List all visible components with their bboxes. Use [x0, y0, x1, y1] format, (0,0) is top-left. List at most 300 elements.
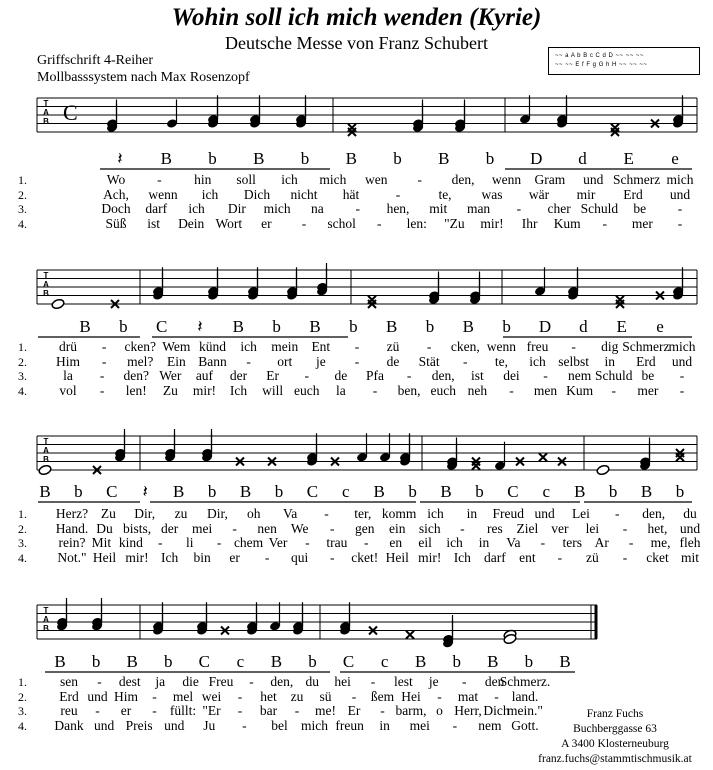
- lyric-syllable: -: [463, 353, 468, 369]
- bass-note: E: [616, 317, 627, 336]
- lyric-syllable: Herr,: [454, 703, 482, 718]
- lyric-syllable: la: [336, 382, 346, 398]
- lyric-syllable: ich: [188, 201, 205, 216]
- bass-note: C: [306, 482, 319, 501]
- lyric-syllable: und: [534, 506, 555, 521]
- lyric-syllable: Wort: [215, 215, 243, 231]
- lyric-syllable: nen: [257, 520, 277, 536]
- lyric-syllable: -: [237, 688, 243, 704]
- bass-note: b: [308, 652, 317, 671]
- lyric-syllable: -: [494, 688, 499, 704]
- lyric-syllable: Stät: [418, 353, 440, 369]
- lyric-syllable: -: [157, 172, 162, 187]
- tab-clef-letter: B: [43, 624, 49, 633]
- bass-note: c: [342, 482, 350, 501]
- lyric-syllable: je: [315, 353, 326, 369]
- bass-note: d: [578, 149, 587, 168]
- bass-note: b: [675, 482, 685, 501]
- lyric-syllable: -: [95, 703, 100, 718]
- lyric-syllable: neh: [467, 382, 488, 398]
- bass-note: d: [579, 317, 588, 336]
- lyric-syllable: wen: [365, 172, 388, 187]
- lyric-syllable: -: [622, 549, 628, 565]
- lyric-syllable: kind: [118, 535, 143, 550]
- author-street: Buchberggasse 63: [573, 723, 657, 735]
- lyric-syllable: Ar: [594, 535, 609, 550]
- lyric-syllable: ter,: [354, 506, 372, 521]
- lyric-syllable: bin: [193, 549, 211, 565]
- lyric-syllable: len:: [406, 215, 427, 231]
- bass-note: b: [274, 482, 284, 501]
- lyric-syllable: li: [185, 535, 194, 550]
- lyric-syllable: Doch: [101, 201, 131, 216]
- bass-note: B: [385, 317, 398, 336]
- lyric-syllable: mir!: [192, 382, 217, 398]
- lyric-syllable: du: [305, 674, 319, 689]
- lyric-syllable: de: [334, 368, 348, 383]
- lyric-syllable: in: [466, 506, 478, 521]
- lyric-syllable: nem: [568, 368, 592, 383]
- lyric-syllable: den,: [270, 674, 294, 689]
- verse-number: 3.: [18, 202, 27, 216]
- verse-number: 3.: [18, 369, 27, 383]
- lyric-syllable: -: [152, 703, 157, 718]
- lyric-syllable: Zu: [100, 506, 116, 521]
- lyric-syllable: Ich: [229, 382, 248, 398]
- lyric-syllable: Freud: [492, 506, 524, 521]
- verse-number: 4.: [18, 550, 27, 565]
- lyric-syllable: me,: [650, 535, 671, 550]
- lyric-syllable: sü: [319, 688, 332, 704]
- bass-note: b: [425, 317, 435, 336]
- lyric-syllable: will: [262, 382, 284, 398]
- lyric-syllable: in: [379, 717, 390, 733]
- lyric-syllable: den,: [431, 368, 455, 383]
- lyric-syllable: ben,: [397, 382, 421, 398]
- lyric-syllable: mich: [301, 717, 329, 733]
- lyric-syllable: mel?: [127, 353, 154, 369]
- tab-clef-letter: B: [43, 117, 49, 126]
- lyric-syllable: mit: [429, 201, 448, 216]
- lyric-syllable: Ich: [160, 549, 179, 565]
- page-subtitle: Deutsche Messe von Franz Schubert: [225, 33, 488, 53]
- lyric-syllable: Ver: [268, 535, 288, 550]
- bass-note: B: [160, 149, 172, 168]
- bass-note: c: [380, 652, 389, 671]
- lyric-syllable: -: [380, 703, 385, 718]
- lyric-syllable: len!: [125, 382, 147, 398]
- cross-note-head: [539, 453, 547, 461]
- lyric-syllable: Kum: [553, 215, 581, 231]
- lyric-syllable: Schmerz: [612, 172, 661, 187]
- lyric-syllable: Dank: [54, 717, 84, 733]
- lyric-syllable: cher: [547, 201, 571, 216]
- staff-system-1: [37, 95, 697, 169]
- lyric-syllable: nem: [478, 717, 502, 733]
- author-email: franz.fuchs@stammtischmusik.at: [538, 753, 692, 765]
- lyric-syllable: zü: [586, 549, 599, 565]
- lyric-syllable: Dir: [227, 201, 246, 216]
- lyric-syllable: ich: [446, 535, 463, 550]
- author-city: A 3400 Klosterneuburg: [561, 738, 669, 750]
- lyric-syllable: qui: [291, 549, 309, 565]
- tab-clef-letter: T: [43, 437, 49, 446]
- lyric-syllable: cket: [646, 549, 669, 565]
- lyric-syllable: Freu: [208, 674, 234, 689]
- legend-row-1: ~~ a A b B c C d D ~~ ~~ ~~: [555, 53, 644, 59]
- bass-note: B: [39, 482, 51, 501]
- bass-note: B: [440, 482, 452, 501]
- lyric-syllable: reu: [60, 703, 78, 718]
- lyric-syllable: "Er: [202, 703, 221, 718]
- lyric-syllable: -: [426, 339, 432, 354]
- lyric-syllable: ist: [147, 215, 160, 231]
- lyric-syllable: Kum: [566, 382, 594, 398]
- lyric-syllable: -: [628, 535, 634, 550]
- lyric-syllable: du: [683, 506, 697, 521]
- lyric-syllable: mel: [172, 688, 194, 704]
- lyric-syllable: -: [99, 368, 105, 383]
- bass-note: B: [79, 317, 91, 336]
- lyric-syllable: wenn: [491, 172, 522, 187]
- bass-note: e: [671, 149, 679, 168]
- bass-note: B: [253, 149, 265, 168]
- lyric-syllable: Not.": [57, 549, 87, 565]
- bass-note: b: [452, 652, 462, 671]
- bass-note: b: [408, 482, 417, 501]
- lyric-syllable: -: [540, 535, 546, 550]
- bass-note: 𝄽: [197, 317, 203, 336]
- bass-note: B: [415, 652, 427, 671]
- lyric-syllable: Ju: [203, 717, 216, 733]
- lyric-syllable: ort: [277, 353, 293, 369]
- lyric-syllable: er: [229, 549, 240, 565]
- bass-note: B: [345, 149, 357, 168]
- lyric-syllable: Ziel: [516, 520, 539, 536]
- lyric-syllable: -: [97, 674, 102, 689]
- lyric-syllable: -: [364, 535, 369, 550]
- lyric-syllable: fleh: [679, 535, 701, 550]
- lyric-syllable: Er: [347, 703, 361, 718]
- lyric-syllable: Du: [96, 520, 113, 536]
- lyric-syllable: und: [164, 717, 185, 733]
- lyric-syllable: zu: [290, 688, 304, 704]
- bass-note: B: [270, 652, 283, 671]
- lyric-syllable: Ein: [166, 353, 186, 369]
- lyric-syllable: man: [466, 201, 491, 216]
- lyric-syllable: ver: [551, 520, 569, 536]
- lyric-syllable: Gott.: [511, 717, 539, 733]
- lyric-syllable: Erd: [623, 186, 643, 202]
- lyric-syllable: bel: [271, 717, 288, 733]
- lyric-syllable: -: [611, 382, 617, 398]
- lyric-syllable: eil: [418, 535, 432, 550]
- verse-number: 1.: [18, 675, 27, 689]
- half-note-head: [596, 464, 610, 476]
- lyric-syllable: darf: [483, 549, 506, 565]
- lyric-syllable: Ihr: [521, 215, 538, 231]
- lyric-syllable: Ach,: [103, 186, 129, 202]
- lyric-syllable: ein: [389, 520, 406, 536]
- lyric-syllable: schol: [327, 215, 356, 231]
- lyric-syllable: den?: [123, 368, 149, 383]
- lyric-syllable: Him: [55, 353, 81, 369]
- lyric-syllable: ich: [281, 172, 298, 187]
- lyric-syllable: -: [351, 688, 357, 704]
- lyric-syllable: Preis: [125, 717, 153, 733]
- lyric-syllable: komm: [381, 506, 417, 521]
- lyric-syllable: rein?: [58, 535, 86, 550]
- lyric-syllable: dei: [503, 368, 520, 383]
- lyric-syllable: -: [101, 339, 107, 354]
- lyric-syllable: ich: [240, 339, 257, 354]
- lyric-syllable: -: [461, 674, 467, 689]
- lyric-syllable: Wem: [162, 339, 191, 354]
- lyric-syllable: mir!: [418, 549, 442, 565]
- lyric-syllable: Schmerz.: [499, 674, 551, 689]
- verse-number: 2.: [18, 187, 27, 202]
- lyric-syllable: Ent: [311, 339, 331, 354]
- lyric-syllable: bar: [259, 703, 278, 718]
- lyric-syllable: den,: [642, 506, 666, 521]
- lyric-syllable: la: [63, 368, 73, 383]
- bass-note: C: [155, 317, 168, 336]
- cross-note-head: [348, 124, 356, 132]
- lyric-syllable: te,: [438, 186, 452, 202]
- lyric-syllable: mir!: [480, 215, 504, 231]
- lyric-syllable: und: [671, 353, 693, 369]
- lyric-syllable: und: [93, 717, 115, 733]
- lyric-syllable: -: [216, 535, 222, 550]
- lyric-syllable: -: [354, 339, 360, 354]
- lyric-syllable: We: [290, 520, 309, 536]
- lyric-syllable: -: [370, 674, 376, 689]
- lyric-syllable: -: [376, 215, 382, 231]
- lyric-syllable: -: [354, 353, 360, 369]
- cross-note-head: [406, 631, 414, 639]
- tab-clef-letter: A: [43, 446, 49, 455]
- lyric-syllable: soll: [236, 172, 256, 187]
- lyric-syllable: Lei: [571, 506, 590, 521]
- lyric-syllable: -: [152, 688, 157, 704]
- bass-note: b: [272, 317, 281, 336]
- lyric-syllable: oh: [247, 506, 261, 521]
- lyric-syllable: mich: [668, 339, 696, 354]
- lyric-syllable: -: [557, 549, 563, 565]
- page-title: Wohin soll ich mich wenden (Kyrie): [171, 4, 542, 31]
- lyric-syllable: der: [160, 520, 179, 536]
- bass-note: D: [530, 149, 543, 168]
- lyric-syllable: wär: [528, 186, 550, 202]
- lyric-syllable: -: [99, 382, 105, 398]
- lyric-syllable: hin: [194, 172, 212, 187]
- lyric-syllable: die: [182, 674, 199, 689]
- lyric-syllable: -: [294, 703, 300, 718]
- bass-note: c: [236, 652, 245, 671]
- lyric-syllable: mir!: [125, 549, 149, 565]
- bass-note: C: [198, 652, 210, 671]
- lyric-syllable: -: [516, 201, 522, 216]
- verse-number: 1.: [18, 173, 27, 187]
- bass-note: B: [574, 482, 586, 501]
- lyric-syllable: het: [260, 688, 277, 704]
- lyric-syllable: wei: [201, 688, 222, 704]
- lyric-syllable: ich: [427, 506, 444, 521]
- bass-note: B: [173, 482, 185, 501]
- lyric-syllable: in: [604, 353, 616, 369]
- lyric-syllable: te,: [494, 353, 508, 369]
- bass-note: B: [640, 482, 653, 501]
- lyric-syllable: selbst: [558, 353, 590, 369]
- lyric-syllable: Gram: [534, 172, 566, 187]
- lyric-syllable: euch: [294, 382, 320, 398]
- lyric-syllable: bists,: [122, 520, 152, 536]
- lyric-syllable: Schmerz: [622, 339, 670, 354]
- tab-clef-letter: A: [43, 280, 49, 289]
- lyric-syllable: nicht: [290, 186, 318, 202]
- lyric-syllable: -: [329, 549, 335, 565]
- bass-note: b: [74, 482, 83, 501]
- lyric-syllable: er: [261, 215, 272, 231]
- lyric-syllable: trau: [326, 535, 348, 550]
- lyric-syllable: cket!: [351, 549, 379, 565]
- lyric-syllable: wenn: [486, 339, 517, 354]
- bass-note: b: [608, 482, 618, 501]
- lyric-syllable: -: [372, 382, 378, 398]
- author-name: Franz Fuchs: [586, 708, 644, 720]
- lyric-syllable: füllt:: [169, 703, 197, 718]
- lyric-syllable: den,: [451, 172, 475, 187]
- lyric-syllable: mei: [409, 717, 430, 733]
- lyric-syllable: -: [304, 368, 310, 383]
- lyric-syllable: mein.": [507, 703, 543, 718]
- lyric-syllable: Hei: [401, 688, 421, 704]
- bass-note: C: [507, 482, 519, 501]
- lyric-syllable: -: [305, 535, 310, 550]
- bass-note: b: [502, 317, 511, 336]
- bass-system-info-line: Mollbasssystem nach Max Rosenzopf: [37, 70, 250, 85]
- lyric-syllable: Va: [506, 535, 521, 550]
- bass-note: b: [475, 482, 484, 501]
- bass-note: b: [119, 317, 128, 336]
- bass-note: B: [239, 482, 252, 501]
- lyric-syllable: Süß: [105, 215, 127, 231]
- bass-note: 𝄽: [142, 482, 148, 501]
- lyric-syllable: Dich: [483, 703, 510, 718]
- lyric-syllable: und: [679, 520, 701, 536]
- lyric-syllable: drü: [59, 339, 77, 354]
- verse-number: 4.: [18, 718, 27, 733]
- lyric-syllable: sich: [418, 520, 441, 536]
- bass-note: B: [126, 652, 138, 671]
- lyric-syllable: mich: [666, 172, 694, 187]
- lyric-syllable: künd: [198, 339, 226, 354]
- lyric-syllable: Dir,: [134, 506, 156, 521]
- lyric-syllable: o: [436, 703, 443, 718]
- lyric-syllable: -: [324, 506, 329, 521]
- lyric-syllable: -: [232, 520, 237, 536]
- lyric-syllable: in: [478, 535, 490, 550]
- tab-clef-letter: B: [43, 455, 49, 464]
- bass-note: b: [524, 652, 534, 671]
- lyric-syllable: me!: [315, 703, 336, 718]
- lyric-syllable: ßem: [370, 688, 395, 704]
- verse-number: 3.: [18, 704, 27, 718]
- lyric-syllable: -: [246, 353, 251, 369]
- lyric-syllable: be: [641, 368, 655, 383]
- tab-clef-letter: A: [43, 108, 49, 117]
- bass-note: b: [208, 149, 217, 168]
- footer-address: [525, 707, 705, 767]
- lyric-syllable: Schuld: [595, 368, 633, 383]
- tab-clef-letter: T: [43, 606, 49, 615]
- bass-note: b: [393, 149, 402, 168]
- lyric-syllable: und: [583, 172, 604, 187]
- lyric-syllable: mir: [576, 186, 596, 202]
- lyric-syllable: -: [679, 382, 685, 398]
- bass-note: C: [106, 482, 118, 501]
- verse-number: 3.: [18, 536, 27, 550]
- bass-note: B: [487, 652, 499, 671]
- lyric-syllable: euch: [430, 382, 456, 398]
- time-signature: C: [63, 100, 78, 125]
- verse-number: 4.: [18, 216, 27, 231]
- lyric-syllable: -: [101, 353, 107, 369]
- bass-note: E: [623, 149, 634, 168]
- lyric-syllable: Hand.: [55, 520, 89, 536]
- lyric-syllable: Heil: [385, 549, 409, 565]
- lyric-syllable: freun: [335, 717, 364, 733]
- verse-number: 2.: [18, 354, 27, 369]
- lyric-syllable: den: [484, 674, 505, 689]
- bass-note: b: [163, 652, 173, 671]
- lyric-syllable: ent: [519, 549, 536, 565]
- lyric-syllable: Er: [266, 368, 280, 383]
- lyric-syllable: zü: [386, 339, 400, 354]
- lyric-syllable: Mit: [91, 535, 112, 550]
- lyric-syllable: barm,: [395, 703, 427, 718]
- lyric-syllable: Him: [113, 688, 139, 704]
- lyric-syllable: Ich: [453, 549, 471, 565]
- lyric-syllable: -: [452, 717, 458, 733]
- legend-row-2: ~~ ~~ E f F g G h H ~~ ~~ ~~: [555, 62, 648, 68]
- lyric-syllable: mer: [637, 382, 659, 398]
- bass-note: B: [232, 317, 244, 336]
- lyric-syllable: -: [679, 368, 685, 383]
- lyric-syllable: ters: [562, 535, 583, 550]
- lyric-syllable: -: [301, 215, 307, 231]
- lyric-syllable: lei: [585, 520, 600, 536]
- lyric-syllable: -: [329, 520, 335, 536]
- staff-system-3: [37, 429, 697, 502]
- lyric-syllable: hät: [342, 186, 360, 202]
- lyric-syllable: res: [486, 520, 503, 536]
- lyric-syllable: -: [417, 172, 422, 187]
- lyric-syllable: ich: [201, 186, 219, 202]
- lyric-syllable: -: [406, 368, 412, 383]
- lyric-syllable: Erd: [636, 353, 656, 369]
- lyric-syllable: en: [389, 535, 403, 550]
- lyric-syllable: -: [602, 215, 608, 231]
- lyric-syllable: hen,: [386, 201, 410, 216]
- bass-note: e: [656, 317, 664, 336]
- lyric-syllable: was: [481, 186, 503, 202]
- lyric-syllable: auf: [195, 368, 214, 383]
- verse-number: 1.: [18, 507, 27, 521]
- lyric-syllable: wenn: [148, 186, 178, 202]
- lyric-syllable: -: [622, 520, 628, 536]
- lyric-syllable: darf: [145, 201, 168, 216]
